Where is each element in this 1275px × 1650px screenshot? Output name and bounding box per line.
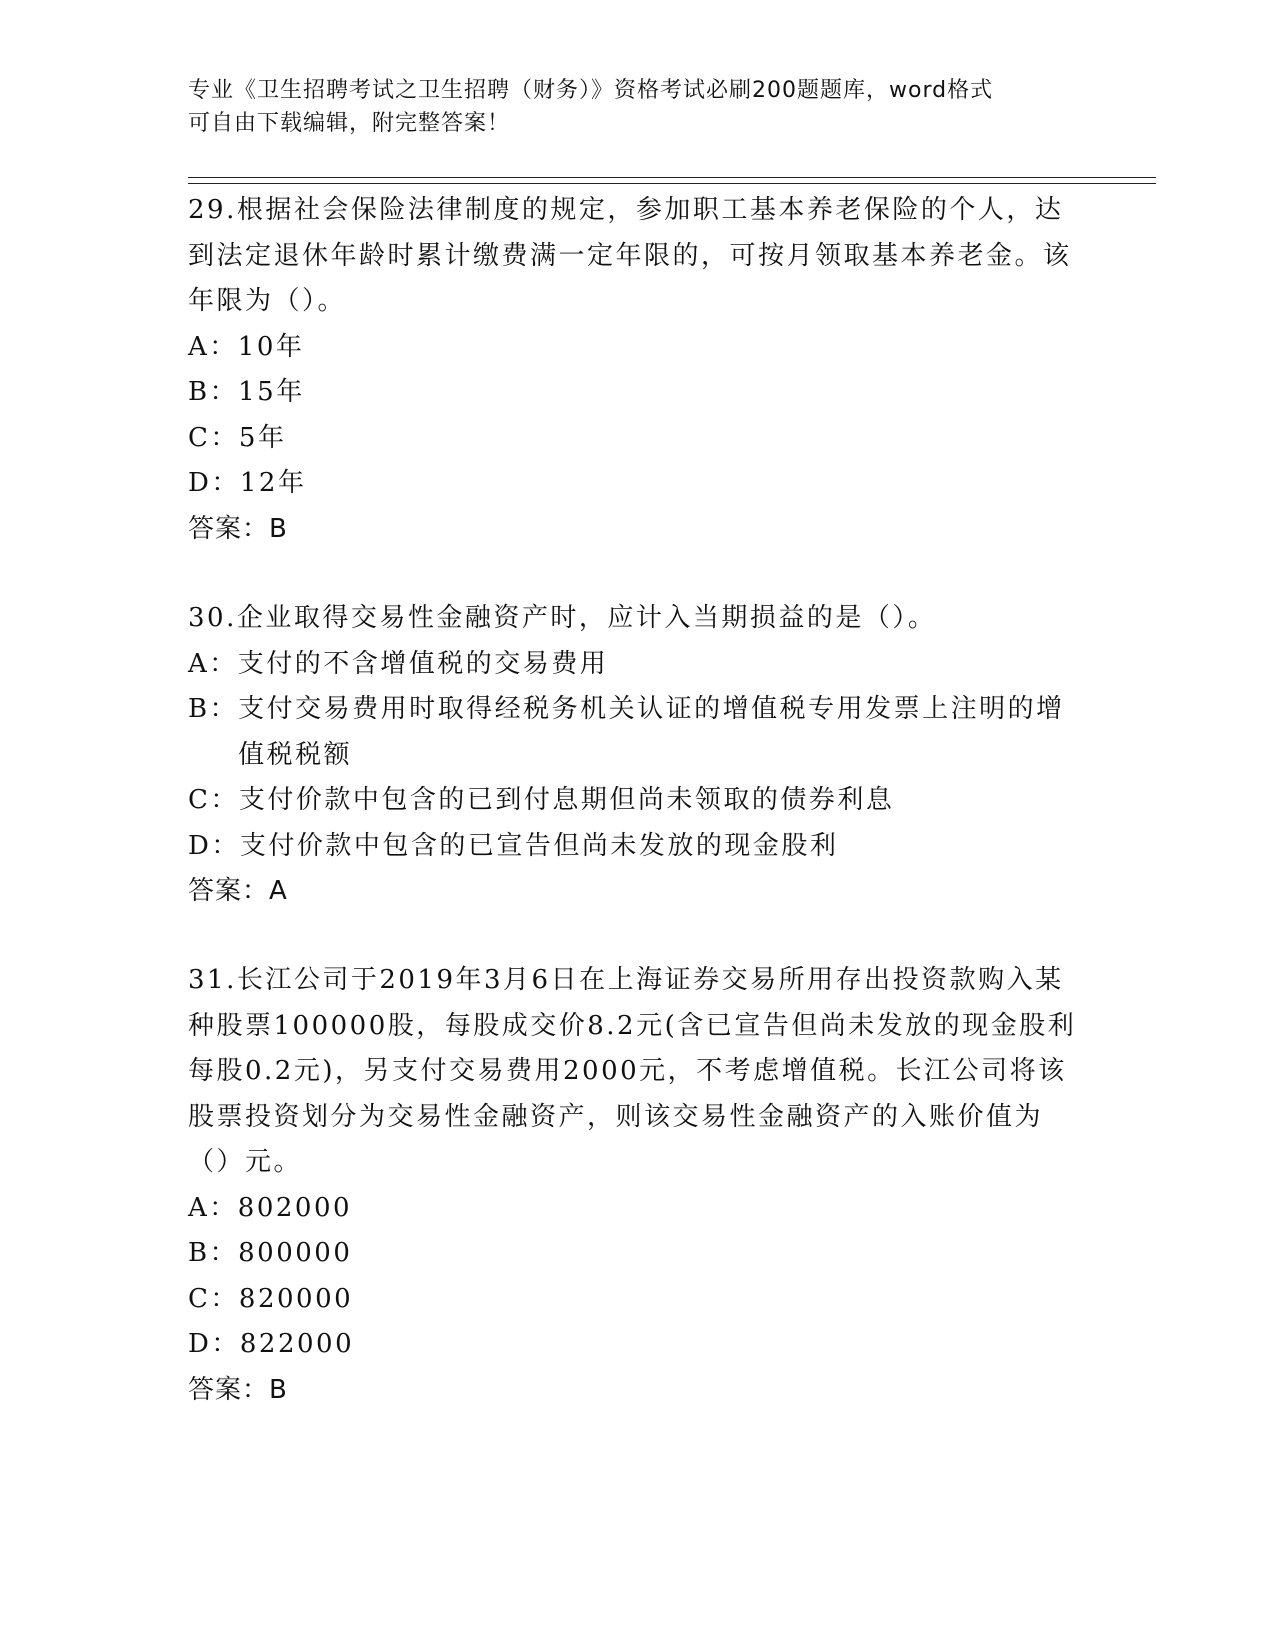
question-stem: 31.长江公司于2019年3月6日在上海证券交易所用存出投资款购入某种股票100000股，每股成交价8.2元(含已宣告但尚未发放的现金股利每股0.2元)，另支付交易费用2000元，不考虑增值税。长江公司将该股票投资划分为交易性金融资产，则该交易性金融资产的入账价值为（）元。	[188, 965, 1077, 1177]
answer: 答案：B	[188, 1374, 288, 1405]
document-header	[188, 74, 1088, 140]
question-29	[188, 188, 1078, 552]
option-key: B：	[188, 694, 239, 724]
header-divider-top	[188, 177, 1156, 178]
question-stem: 29.根据社会保险法律制度的规定，参加职工基本养老保险的个人，达到法定退休年龄时累计缴费满一定年限的，可按月领取基本养老金。该年限为（）。	[188, 195, 1072, 316]
option-c	[188, 1277, 1078, 1323]
option-text: 支付价款中包含的已宣告但尚未发放的现金股利	[239, 830, 839, 861]
option-text: 822000	[239, 1329, 355, 1359]
option-d	[188, 461, 1078, 507]
option-key: C：	[188, 422, 239, 453]
option-d	[188, 824, 1078, 870]
option-b	[188, 370, 1078, 416]
option-text: 802000	[237, 1192, 353, 1223]
option-text: 支付交易费用时取得经税务机关认证的增值税专用发票上注明的增值税税额	[238, 694, 1065, 770]
option-d	[188, 1322, 1078, 1368]
option-text: 12年	[239, 468, 307, 498]
option-c	[188, 778, 1078, 824]
option-a	[188, 1186, 1078, 1232]
option-a	[188, 325, 1078, 371]
question-31	[188, 958, 1078, 1413]
option-key: D：	[188, 1329, 240, 1359]
question-30	[188, 596, 1078, 915]
option-key: A：	[188, 1192, 238, 1223]
option-a	[188, 642, 1078, 688]
header-line-1: 专业《卫生招聘考试之卫生招聘（财务）》资格考试必刷200题题库，word格式	[188, 78, 994, 103]
option-key: D：	[188, 468, 240, 498]
header-divider-bottom	[188, 183, 1156, 184]
question-stem: 30.企业取得交易性金融资产时，应计入当期损益的是（）。	[188, 603, 937, 633]
option-text: 820000	[238, 1283, 354, 1314]
option-text: 15年	[238, 377, 305, 407]
header-line-2: 可自由下载编辑，附完整答案！	[188, 111, 511, 136]
answer: 答案：A	[188, 876, 288, 906]
option-b	[188, 1231, 1078, 1277]
option-key: C：	[188, 1283, 239, 1314]
option-text: 5年	[238, 422, 287, 453]
option-text: 10年	[237, 331, 305, 362]
option-c	[188, 416, 1078, 462]
option-key: B：	[188, 1238, 239, 1268]
option-text: 支付的不含增值税的交易费用	[237, 648, 609, 679]
option-b	[188, 687, 1078, 778]
option-text: 支付价款中包含的已到付息期但尚未领取的债券利息	[238, 785, 895, 815]
option-text: 800000	[238, 1238, 353, 1268]
option-key: C：	[188, 785, 239, 815]
answer: 答案：B	[188, 513, 288, 544]
option-key: A：	[188, 331, 238, 362]
option-key: D：	[188, 830, 240, 861]
option-key: A：	[188, 648, 238, 679]
option-key: B：	[188, 377, 239, 407]
